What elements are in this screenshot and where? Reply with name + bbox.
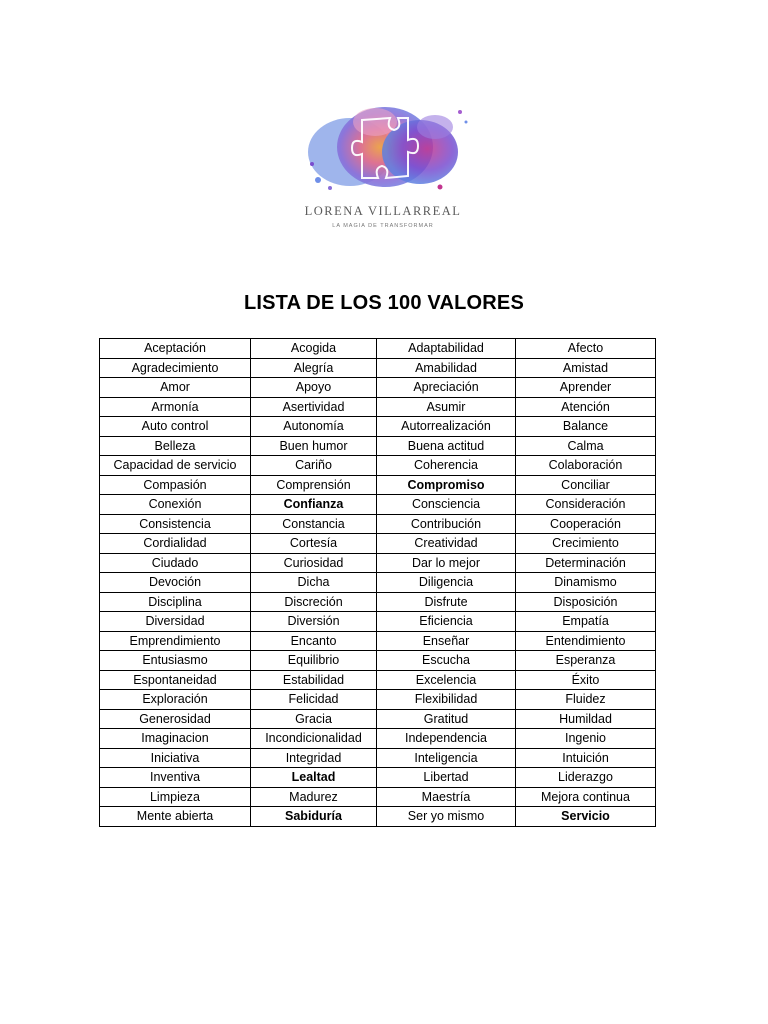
value-cell: Apoyo <box>251 378 377 398</box>
value-cell: Asumir <box>377 397 516 417</box>
value-cell: Curiosidad <box>251 553 377 573</box>
value-cell: Compasión <box>100 475 251 495</box>
value-cell: Amabilidad <box>377 358 516 378</box>
value-cell: Inteligencia <box>377 748 516 768</box>
value-cell: Consciencia <box>377 495 516 515</box>
value-cell: Compromiso <box>377 475 516 495</box>
values-table-body <box>100 339 656 827</box>
value-cell: Balance <box>516 417 656 437</box>
value-cell: Belleza <box>100 436 251 456</box>
value-cell: Emprendimiento <box>100 631 251 651</box>
table-row <box>100 768 656 788</box>
table-row <box>100 475 656 495</box>
value-cell: Diligencia <box>377 573 516 593</box>
value-cell: Crecimiento <box>516 534 656 554</box>
value-cell: Constancia <box>251 514 377 534</box>
value-cell: Incondicionalidad <box>251 729 377 749</box>
table-row <box>100 807 656 827</box>
table-row <box>100 514 656 534</box>
value-cell: Intuición <box>516 748 656 768</box>
value-cell: Cordialidad <box>100 534 251 554</box>
table-row <box>100 456 656 476</box>
table-row <box>100 729 656 749</box>
table-row <box>100 417 656 437</box>
value-cell: Cooperación <box>516 514 656 534</box>
value-cell: Buena actitud <box>377 436 516 456</box>
value-cell: Cortesía <box>251 534 377 554</box>
value-cell: Colaboración <box>516 456 656 476</box>
puzzle-watercolor-icon <box>290 92 476 202</box>
value-cell: Amistad <box>516 358 656 378</box>
value-cell: Maestría <box>377 787 516 807</box>
table-row <box>100 573 656 593</box>
value-cell: Cariño <box>251 456 377 476</box>
value-cell: Discreción <box>251 592 377 612</box>
value-cell: Diversidad <box>100 612 251 632</box>
table-row <box>100 787 656 807</box>
value-cell: Dar lo mejor <box>377 553 516 573</box>
value-cell: Eficiencia <box>377 612 516 632</box>
value-cell: Atención <box>516 397 656 417</box>
value-cell: Adaptabilidad <box>377 339 516 359</box>
value-cell: Entendimiento <box>516 631 656 651</box>
value-cell: Liderazgo <box>516 768 656 788</box>
value-cell: Aprender <box>516 378 656 398</box>
value-cell: Integridad <box>251 748 377 768</box>
value-cell: Confianza <box>251 495 377 515</box>
value-cell: Sabiduría <box>251 807 377 827</box>
table-row <box>100 651 656 671</box>
value-cell: Ingenio <box>516 729 656 749</box>
table-row <box>100 358 656 378</box>
value-cell: Disposición <box>516 592 656 612</box>
value-cell: Disciplina <box>100 592 251 612</box>
value-cell: Asertividad <box>251 397 377 417</box>
value-cell: Conciliar <box>516 475 656 495</box>
value-cell: Felicidad <box>251 690 377 710</box>
value-cell: Devoción <box>100 573 251 593</box>
value-cell: Gracia <box>251 709 377 729</box>
value-cell: Independencia <box>377 729 516 749</box>
value-cell: Auto control <box>100 417 251 437</box>
value-cell: Afecto <box>516 339 656 359</box>
logo-tagline: LA MAGIA DE TRANSFORMAR <box>332 223 434 229</box>
value-cell: Iniciativa <box>100 748 251 768</box>
value-cell: Comprensión <box>251 475 377 495</box>
table-row <box>100 748 656 768</box>
value-cell: Inventiva <box>100 768 251 788</box>
value-cell: Autorrealización <box>377 417 516 437</box>
value-cell: Buen humor <box>251 436 377 456</box>
logo <box>290 92 476 238</box>
value-cell: Equilibrio <box>251 651 377 671</box>
value-cell: Escucha <box>377 651 516 671</box>
table-row <box>100 553 656 573</box>
value-cell: Gratitud <box>377 709 516 729</box>
value-cell: Enseñar <box>377 631 516 651</box>
value-cell: Amor <box>100 378 251 398</box>
table-row <box>100 534 656 554</box>
table-row <box>100 339 656 359</box>
value-cell: Diversión <box>251 612 377 632</box>
logo-name: LORENA VILLARREAL <box>304 204 462 218</box>
value-cell: Humildad <box>516 709 656 729</box>
value-cell: Entusiasmo <box>100 651 251 671</box>
value-cell: Lealtad <box>251 768 377 788</box>
value-cell: Coherencia <box>377 456 516 476</box>
value-cell: Capacidad de servicio <box>100 456 251 476</box>
value-cell: Madurez <box>251 787 377 807</box>
values-table <box>99 338 656 827</box>
value-cell: Armonía <box>100 397 251 417</box>
value-cell: Ser yo mismo <box>377 807 516 827</box>
value-cell: Agradecimiento <box>100 358 251 378</box>
value-cell: Libertad <box>377 768 516 788</box>
value-cell: Generosidad <box>100 709 251 729</box>
value-cell: Ciudado <box>100 553 251 573</box>
value-cell: Disfrute <box>377 592 516 612</box>
value-cell: Conexión <box>100 495 251 515</box>
table-row <box>100 612 656 632</box>
table-row <box>100 709 656 729</box>
value-cell: Estabilidad <box>251 670 377 690</box>
value-cell: Éxito <box>516 670 656 690</box>
table-row <box>100 495 656 515</box>
value-cell: Imaginacion <box>100 729 251 749</box>
value-cell: Flexibilidad <box>377 690 516 710</box>
value-cell: Espontaneidad <box>100 670 251 690</box>
value-cell: Limpieza <box>100 787 251 807</box>
value-cell: Encanto <box>251 631 377 651</box>
value-cell: Apreciación <box>377 378 516 398</box>
value-cell: Aceptación <box>100 339 251 359</box>
page-title: LISTA DE LOS 100 VALORES <box>243 292 525 314</box>
table-row <box>100 592 656 612</box>
value-cell: Mente abierta <box>100 807 251 827</box>
value-cell: Mejora continua <box>516 787 656 807</box>
value-cell: Autonomía <box>251 417 377 437</box>
table-row <box>100 436 656 456</box>
table-row <box>100 690 656 710</box>
table-row <box>100 397 656 417</box>
value-cell: Alegría <box>251 358 377 378</box>
value-cell: Dinamismo <box>516 573 656 593</box>
value-cell: Consideración <box>516 495 656 515</box>
value-cell: Exploración <box>100 690 251 710</box>
value-cell: Consistencia <box>100 514 251 534</box>
value-cell: Contribución <box>377 514 516 534</box>
table-row <box>100 670 656 690</box>
value-cell: Calma <box>516 436 656 456</box>
value-cell: Creatividad <box>377 534 516 554</box>
value-cell: Acogida <box>251 339 377 359</box>
table-row <box>100 378 656 398</box>
value-cell: Determinación <box>516 553 656 573</box>
value-cell: Esperanza <box>516 651 656 671</box>
value-cell: Dicha <box>251 573 377 593</box>
value-cell: Empatía <box>516 612 656 632</box>
table-row <box>100 631 656 651</box>
value-cell: Servicio <box>516 807 656 827</box>
value-cell: Fluidez <box>516 690 656 710</box>
value-cell: Excelencia <box>377 670 516 690</box>
